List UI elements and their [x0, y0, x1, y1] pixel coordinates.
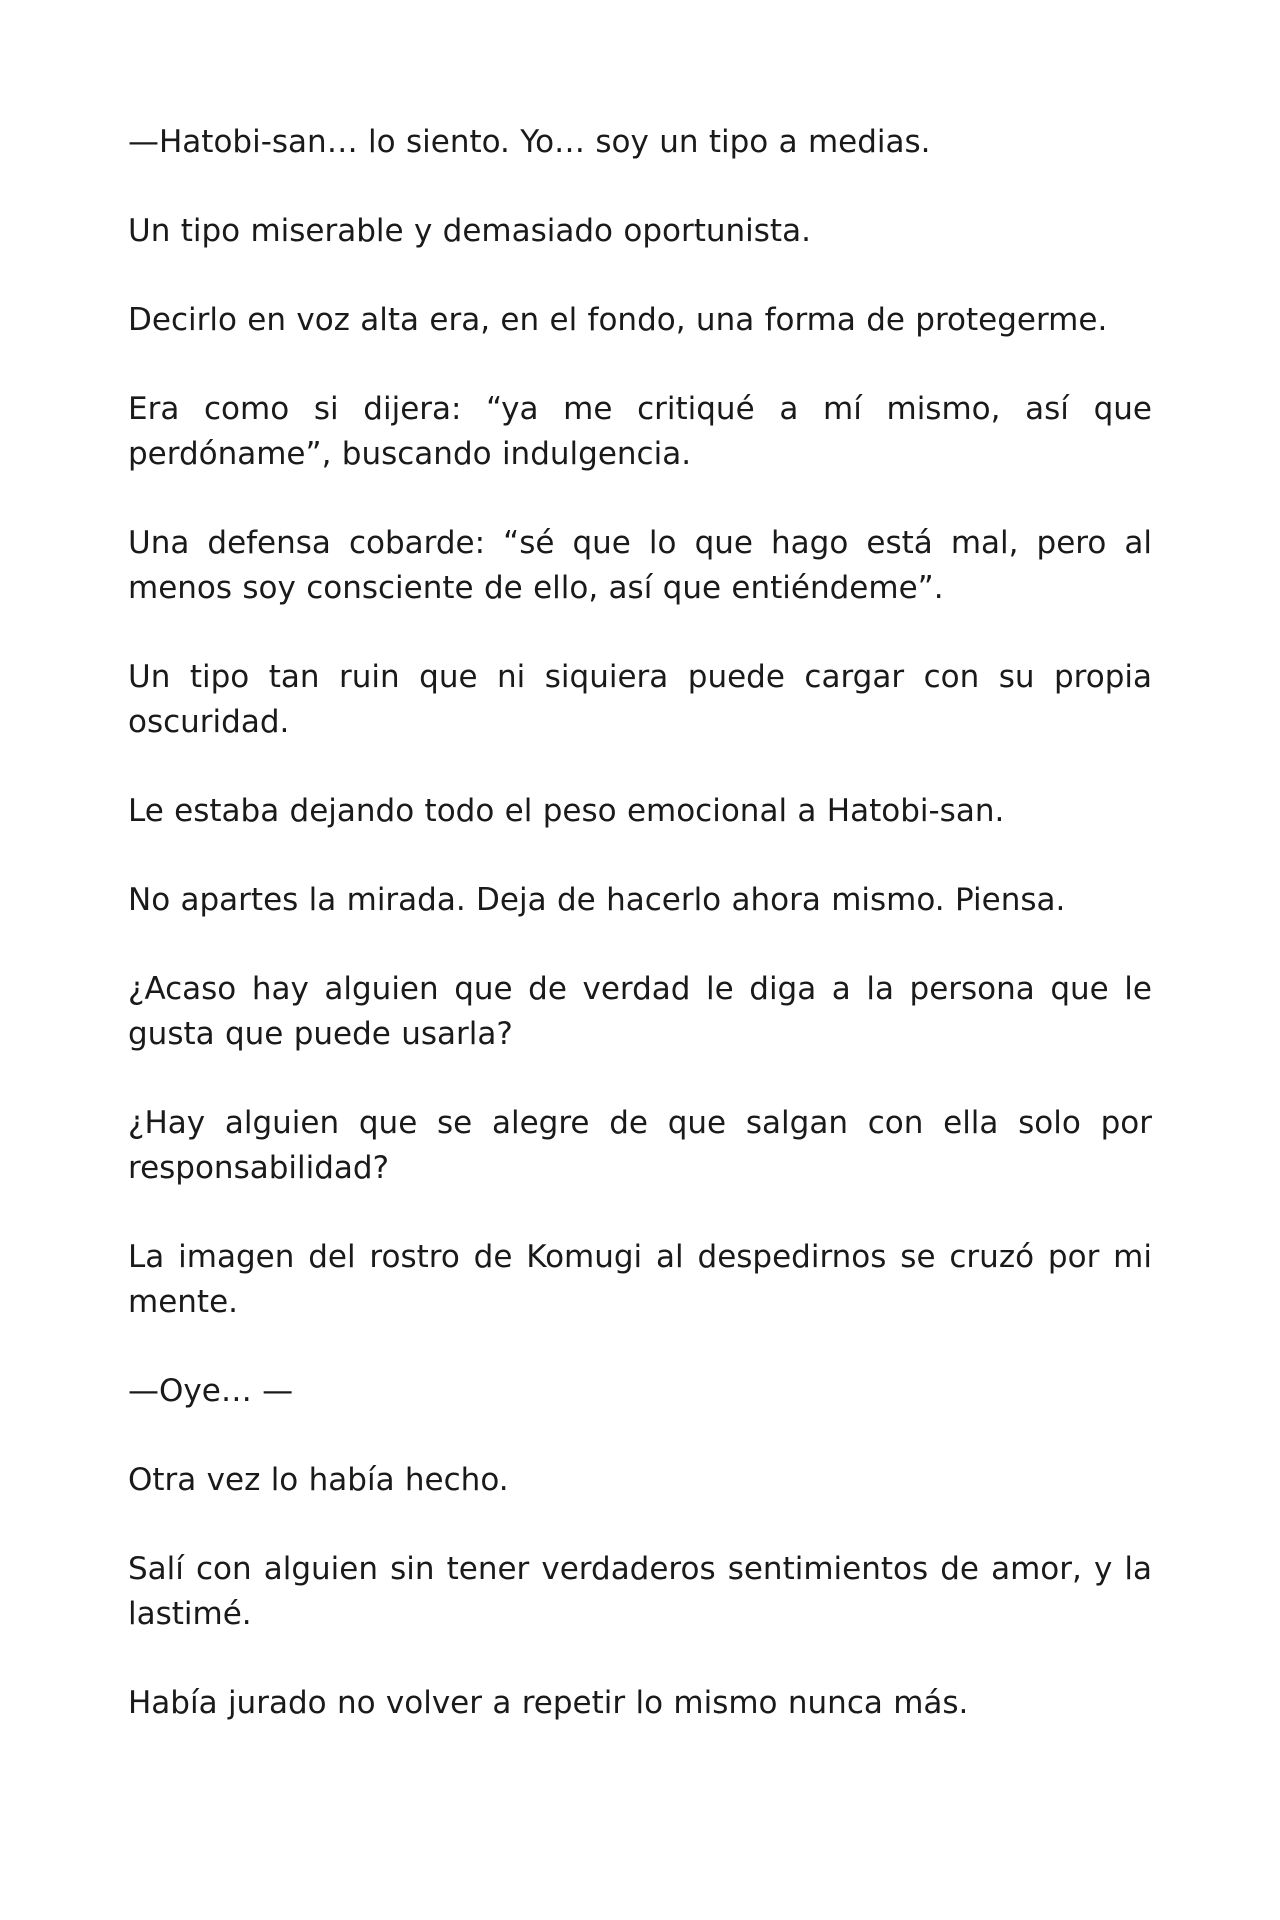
paragraph: No apartes la mirada. Deja de hacerlo ahora mismo. Piensa.	[128, 882, 1066, 918]
paragraph: ¿Acaso hay alguien que de verdad le diga a la persona que le gusta que puede usarla?	[128, 971, 1152, 1052]
paragraph: Había jurado no volver a repetir lo mismo nunca más.	[128, 1685, 969, 1721]
paragraph: Un tipo tan ruin que ni siquiera puede cargar con su propia oscuridad.	[128, 659, 1152, 740]
paragraph: —Hatobi-san… lo siento. Yo… soy un tipo a medias.	[128, 124, 931, 160]
paragraph: Era como si dijera: “ya me critiqué a mí mismo, así que perdóname”, buscando indulgencia.	[128, 391, 1152, 472]
paragraph: Un tipo miserable y demasiado oportunista.	[128, 213, 811, 249]
paragraph: Le estaba dejando todo el peso emocional a Hatobi-san.	[128, 793, 1005, 829]
document-page	[128, 120, 1152, 1770]
paragraph: ¿Hay alguien que se alegre de que salgan con ella solo por responsabilidad?	[128, 1105, 1152, 1186]
paragraph: Una defensa cobarde: “sé que lo que hago está mal, pero al menos soy consciente de ello, así que entiéndeme”.	[128, 525, 1152, 606]
paragraph: La imagen del rostro de Komugi al despedirnos se cruzó por mi mente.	[128, 1239, 1152, 1320]
paragraph: Salí con alguien sin tener verdaderos sentimientos de amor, y la lastimé.	[128, 1551, 1152, 1632]
paragraph: Decirlo en voz alta era, en el fondo, una forma de protegerme.	[128, 302, 1108, 338]
paragraph: Otra vez lo había hecho.	[128, 1462, 509, 1498]
paragraph: —Oye… —	[128, 1373, 294, 1409]
